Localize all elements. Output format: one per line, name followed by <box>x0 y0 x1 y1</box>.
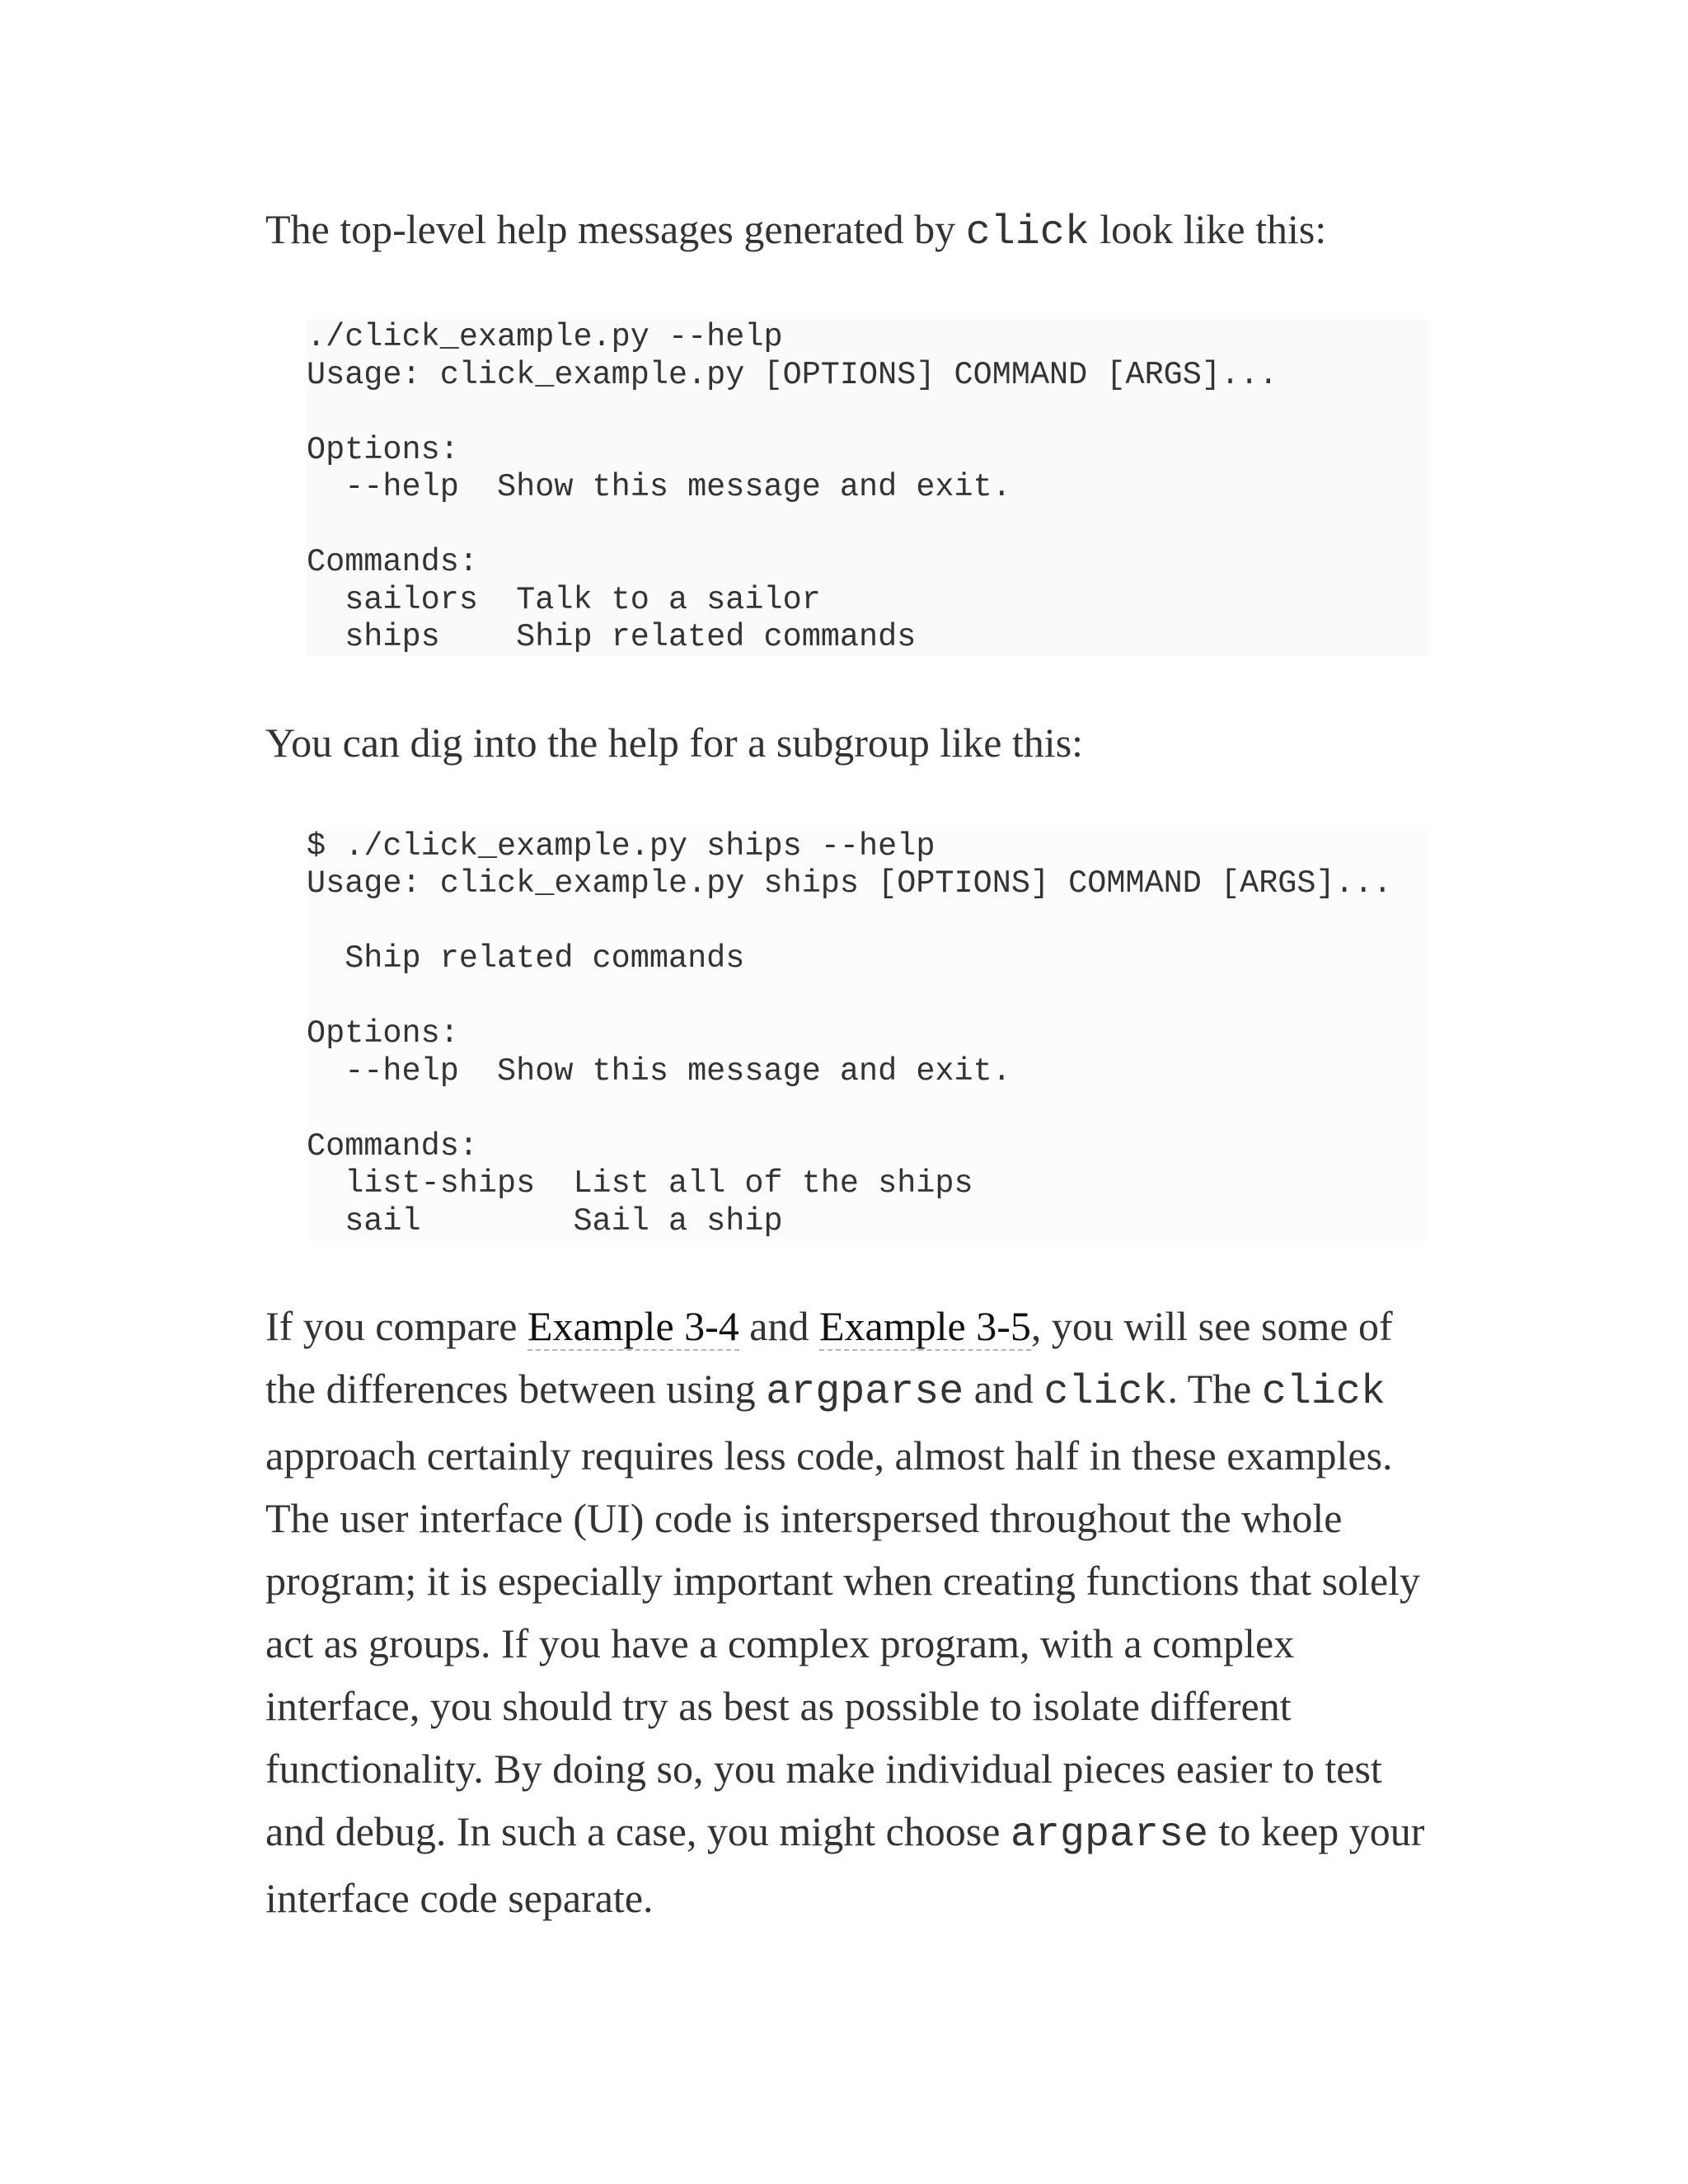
inline-code-click: click <box>1043 1369 1168 1416</box>
code-line: list-ships List all of the ships <box>307 1165 973 1202</box>
text-segment: If you compare <box>265 1303 528 1349</box>
example-3-4-link[interactable]: Example 3-4 <box>527 1303 739 1349</box>
code-line: sailors Talk to a sailor <box>307 581 821 618</box>
code-line: Commands: <box>307 1127 478 1165</box>
text-segment: and <box>738 1303 819 1349</box>
subgroup-paragraph: You can dig into the help for a subgroup like this: <box>265 719 1084 766</box>
comparison-paragraph <box>265 1295 1429 1929</box>
text-segment: . The <box>1167 1366 1262 1412</box>
code-line: Commands: <box>307 544 478 580</box>
text-segment: to keep your interface code separate. <box>265 1808 1425 1921</box>
page-content <box>265 198 1429 1929</box>
intro-text-after: look like this: <box>1089 206 1327 252</box>
code-line: sail Sail a ship <box>307 1202 783 1240</box>
code-line: Options: <box>307 1015 459 1052</box>
subgroup-help-code-block <box>307 828 1429 1241</box>
example-3-5-link[interactable]: Example 3-5 <box>819 1303 1031 1349</box>
inline-code-click: click <box>965 209 1090 256</box>
text-segment: approach certainly requires less code, almost half in these examples. The user interface (UI) code is interspersed throughout the whole program; it is especially important when creating functions that solely act as groups. If you have a complex program, with a complex interface, you should try as best as possible to isolate different functionality. By doing so, you make individual pieces easier to test and debug. In such a case, you might choose <box>265 1432 1421 1854</box>
help-output-code-block <box>307 319 1429 657</box>
shell-prompt: $ <box>307 827 326 865</box>
intro-paragraph <box>265 198 1429 265</box>
code-line: --help Show this message and exit. <box>307 469 1011 505</box>
code-line: Options: <box>307 431 459 468</box>
inline-code-argparse: argparse <box>1010 1811 1208 1858</box>
code-line: Usage: click_example.py [OPTIONS] COMMAND [ARGS]... <box>307 356 1278 393</box>
code-line: --help Show this message and exit. <box>307 1052 1011 1090</box>
intro-text-before: The top-level help messages generated by <box>265 206 966 252</box>
code-line: ./click_example.py ships --help <box>326 827 935 865</box>
code-line: Usage: click_example.py ships [OPTIONS] COMMAND [ARGS]... <box>307 865 1392 902</box>
text-segment: and <box>964 1366 1044 1412</box>
inline-code-click: click <box>1261 1369 1386 1416</box>
code-line: ./click_example.py --help <box>307 319 783 355</box>
text-segment: , you will see some of the differences between using <box>265 1303 1393 1412</box>
code-line: Ship related commands <box>307 940 745 977</box>
inline-code-argparse: argparse <box>766 1369 964 1416</box>
code-line: ships Ship related commands <box>307 619 917 655</box>
